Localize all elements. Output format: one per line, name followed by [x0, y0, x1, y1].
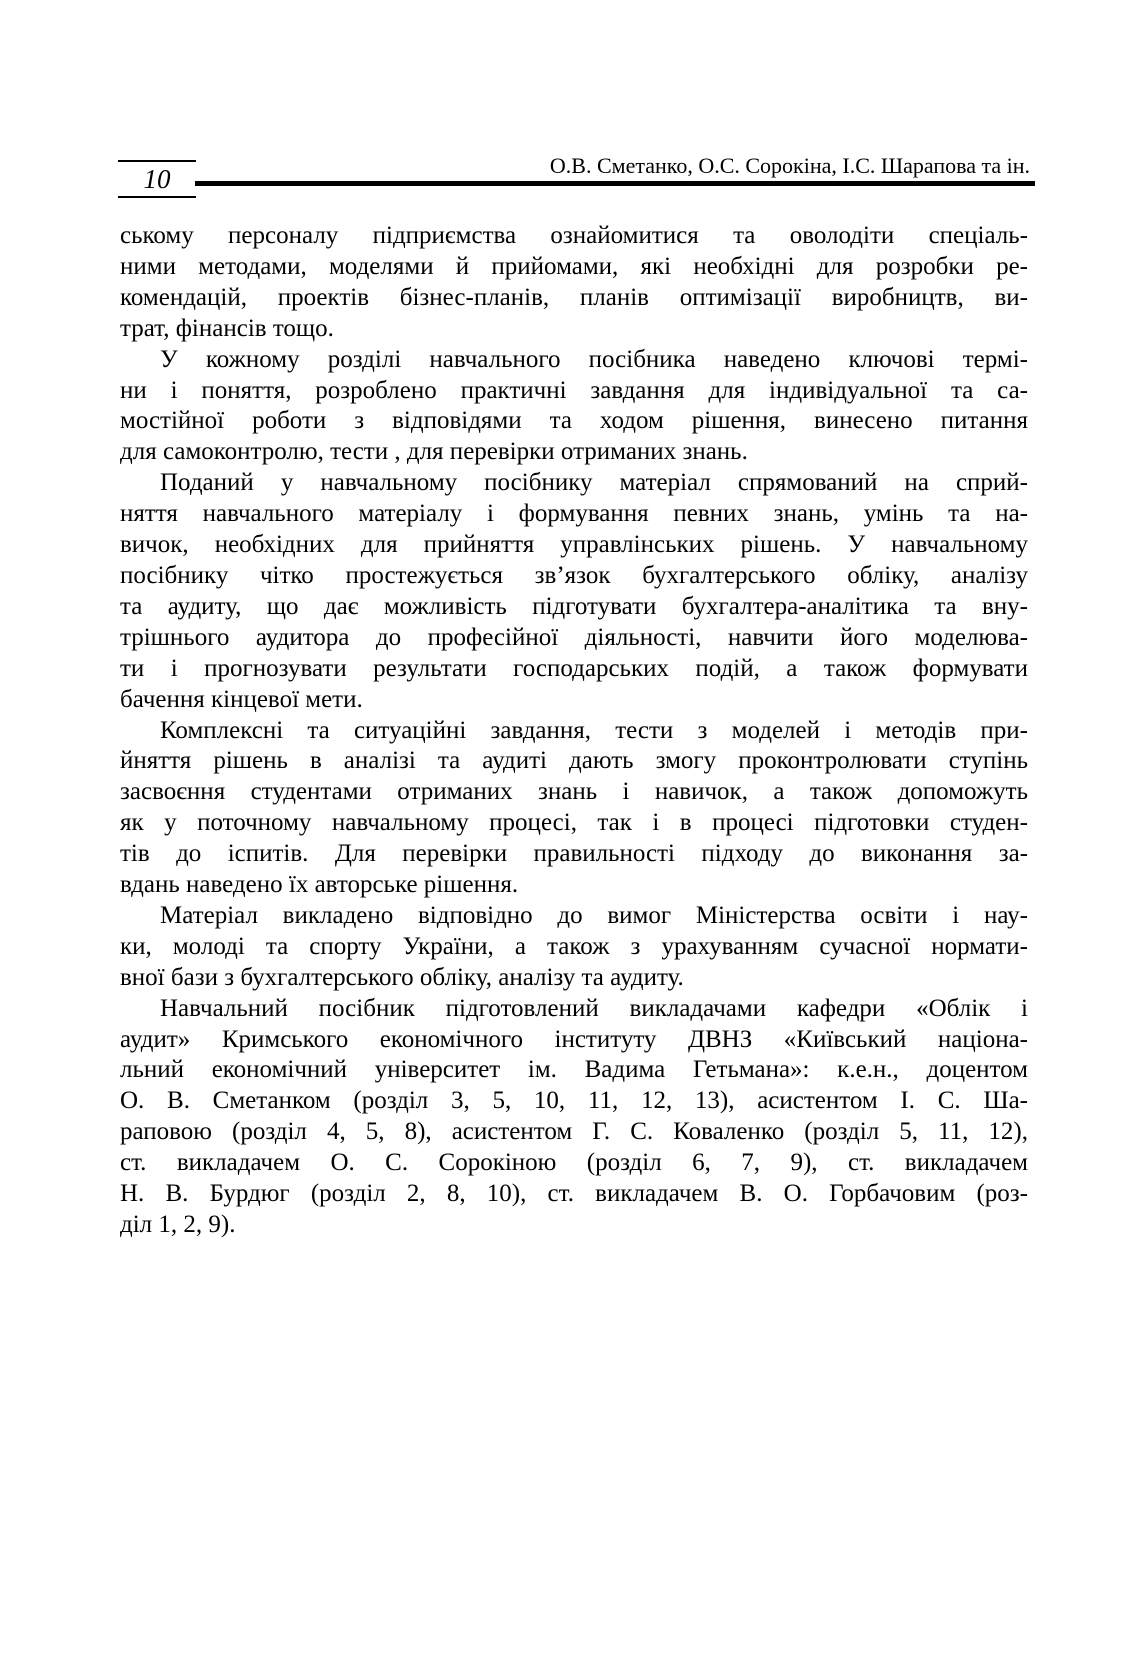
text-line: посібнику чітко простежується зв’язок бухгалтерського обліку, аналізу	[120, 561, 1028, 589]
text-line: раповою (розділ 4, 5, 8), асистентом Г. С. Коваленко (розділ 5, 11, 12),	[120, 1118, 1028, 1146]
text-line: бачення кінцевої мети.	[120, 685, 363, 713]
text-line: комендацій, проектів бізнес-планів, планів оптимізації виробництв, ви-	[120, 283, 1028, 311]
text-line: няття навчального матеріалу і формування певних знань, умінь та на-	[120, 500, 1028, 528]
text-line: льний економічний університет ім. Вадима Гетьмана»: к.е.н., доцентом	[120, 1056, 1028, 1084]
text-line: У кожному розділі навчального посібника наведено ключові термі-	[160, 345, 1028, 373]
text-line: аудит» Кримського економічного інституту ДВНЗ «Київський націона-	[120, 1025, 1028, 1053]
text-line: та аудиту, що дає можливість підготувати бухгалтера-аналітика та вну-	[120, 592, 1028, 620]
paragraph-2	[120, 345, 1028, 469]
text-line: трат, фінансів тощо.	[120, 314, 334, 342]
text-line: ни і поняття, розроблено практичні завдання для індивідуальної та са-	[120, 376, 1028, 404]
text-line: як у поточному навчальному процесі, так і в процесі підготовки студен-	[120, 809, 1028, 837]
text-line: вичок, необхідних для прийняття управлінських рішень. У навчальному	[120, 531, 1028, 559]
text-line: Матеріал викладено відповідно до вимог Міністерства освіти і нау-	[160, 901, 1028, 929]
text-line: Н. В. Бурдюг (розділ 2, 8, 10), ст. викладачем В. О. Горбачовим (роз-	[120, 1180, 1028, 1208]
text-line: вної бази з бухгалтерського обліку, аналізу та аудиту.	[120, 963, 684, 991]
page-number-box	[118, 160, 196, 198]
paragraph-3	[120, 468, 1028, 715]
text-line: ст. викладачем О. С. Сорокіною (розділ 6, 7, 9), ст. викладачем	[120, 1149, 1028, 1177]
text-line: ки, молоді та спорту України, а також з урахуванням сучасної нормати-	[120, 932, 1028, 960]
text-line: О. В. Сметанком (розділ 3, 5, 10, 11, 12, 13), асистентом І. С. Ша-	[120, 1087, 1028, 1115]
text-line: йняття рішень в аналізі та аудиті дають змогу проконтролювати ступінь	[120, 747, 1028, 775]
text-line: мостійної роботи з відповідями та ходом рішення, винесено питання	[120, 407, 1028, 435]
text-line: ському персоналу підприємства ознайомитися та оволодіти спеціаль-	[120, 222, 1028, 249]
text-line: засвоєння студентами отриманих знань і навичок, а також допоможуть	[120, 778, 1028, 806]
text-line: ними методами, моделями й прийомами, які необхідні для розробки ре-	[120, 252, 1028, 280]
header-rule	[195, 181, 1035, 186]
page-number: 10	[143, 164, 171, 194]
paragraph-4	[120, 716, 1028, 901]
text-line: для самоконтролю, тести , для перевірки отриманих знань.	[120, 438, 748, 466]
text-line: ти і прогнозувати результати господарських подій, а також формувати	[120, 654, 1028, 682]
paragraph-1	[120, 221, 1028, 345]
text-line: діл 1, 2, 9).	[120, 1211, 236, 1238]
text-line: вдань наведено їх авторське рішення.	[120, 871, 519, 899]
running-header-authors: О.В. Сметанко, О.С. Сорокіна, І.С. Шарапова та ін.	[549, 153, 1030, 178]
text-line: Навчальний посібник підготовлений викладачами кафедри «Облік і	[160, 994, 1028, 1022]
page-body	[120, 221, 1028, 1241]
paragraph-5	[120, 901, 1028, 994]
paragraph-6	[120, 994, 1028, 1241]
text-line: тів до іспитів. Для перевірки правильності підходу до виконання за-	[120, 840, 1028, 868]
text-line: Комплексні та ситуаційні завдання, тести з моделей і методів при-	[160, 716, 1028, 744]
text-line: Поданий у навчальному посібнику матеріал спрямований на сприй-	[160, 469, 1028, 497]
text-line: трішнього аудитора до професійної діяльності, навчити його моделюва-	[120, 623, 1028, 651]
